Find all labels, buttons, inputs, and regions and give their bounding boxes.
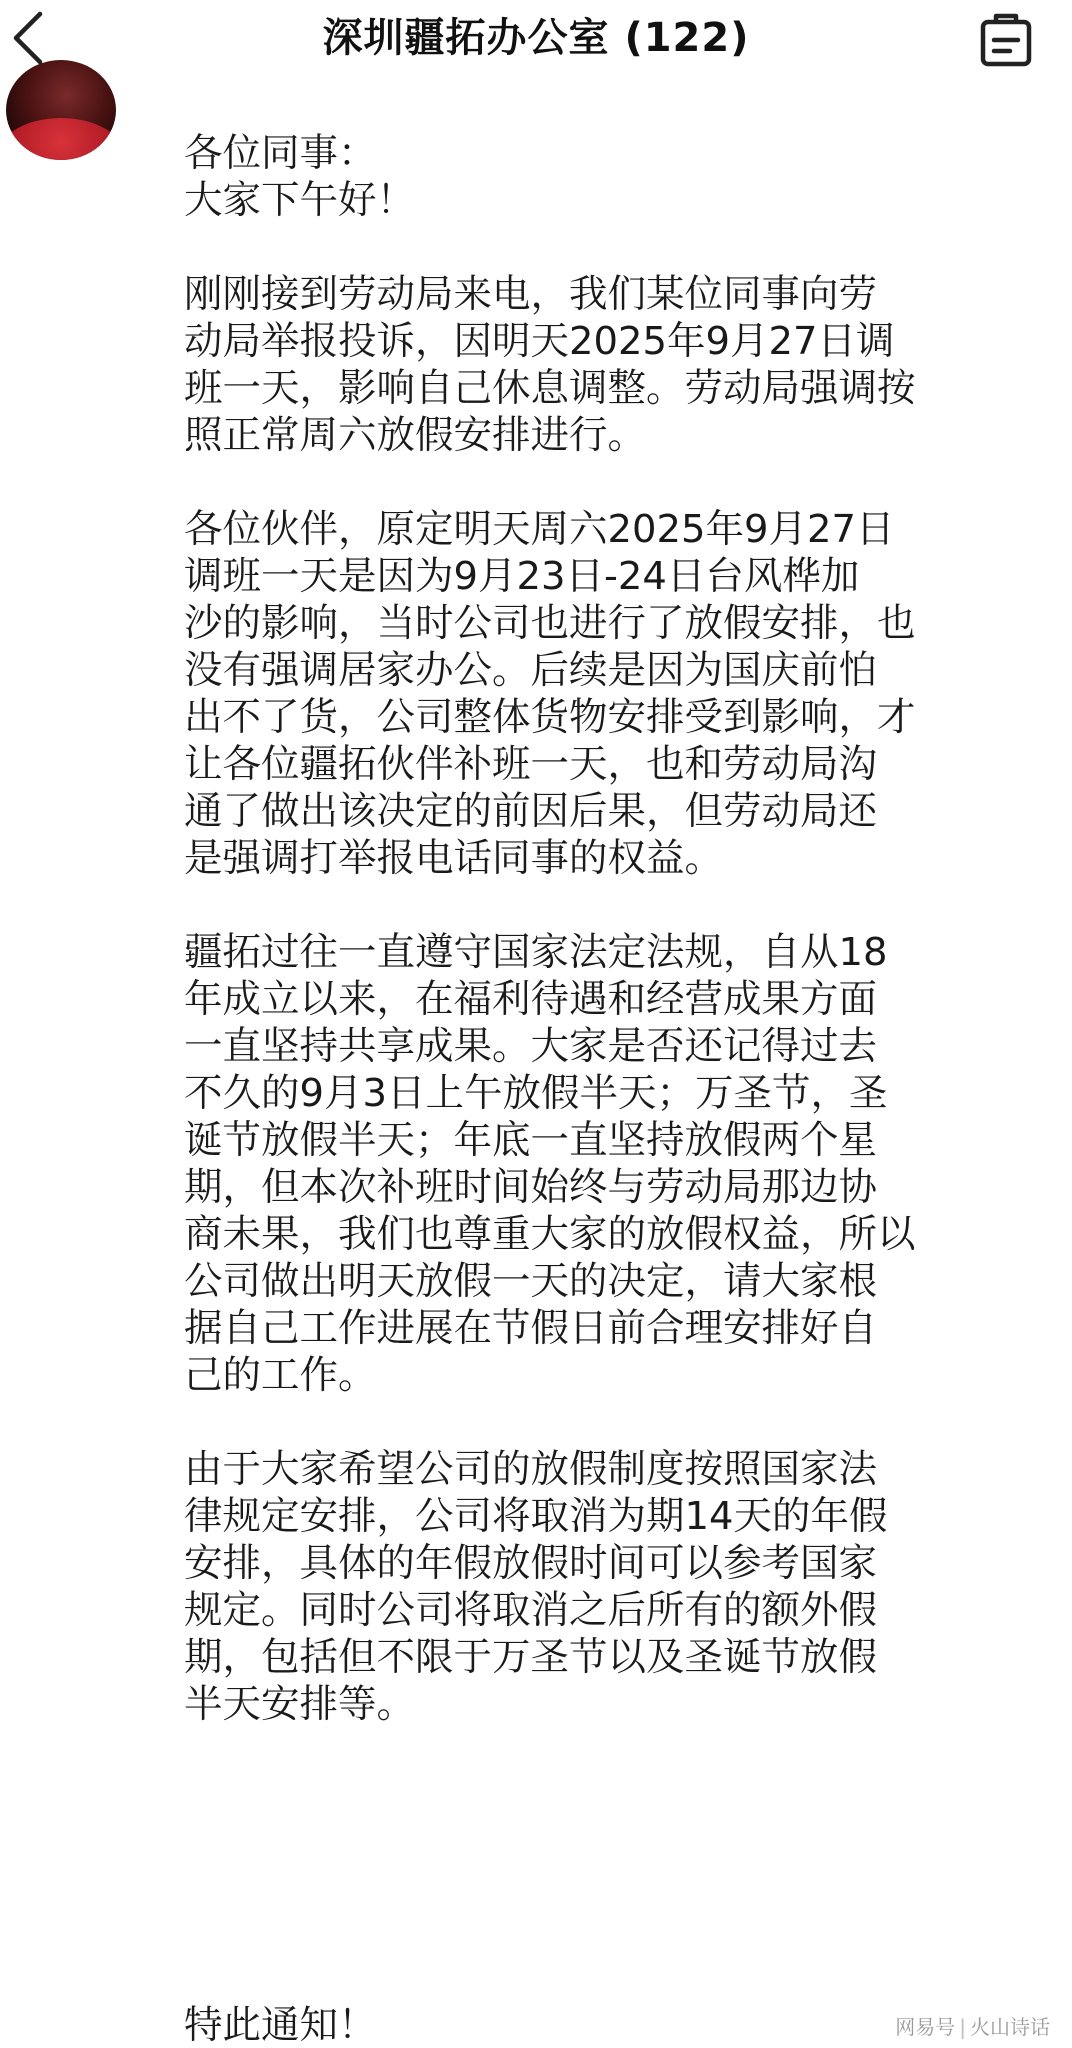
- message-line: 疆拓过往一直遵守国家法定法规，自从18: [184, 930, 888, 975]
- message-line: 各位伙伴，原定明天周六2025年9月27日: [184, 507, 895, 552]
- watermark: [895, 2011, 1050, 2040]
- member-count: (122): [624, 15, 750, 61]
- message-gap: [184, 1399, 1004, 1446]
- watermark-separator: |: [959, 2015, 966, 2039]
- message-line: 据自己工作进展在节假日前合理安排好自: [184, 1306, 878, 1351]
- message-line: 班一天，影响自己休息调整。劳动局强调按: [184, 366, 916, 411]
- message-line: 照正常周六放假安排进行。: [184, 413, 647, 458]
- message-line: 调班一天是因为9月23日-24日台风桦加: [184, 554, 860, 599]
- message-line: 出不了货，公司整体货物安排受到影响，才: [184, 695, 916, 740]
- message-line: 沙的影响，当时公司也进行了放假安排，也: [184, 601, 916, 646]
- message-line: 是强调打举报电话同事的权益。: [184, 836, 724, 881]
- message-line: 不久的9月3日上午放假半天；万圣节，圣: [184, 1071, 888, 1116]
- closing-line: 特此通知！: [184, 2003, 377, 2048]
- message-text: [184, 130, 1004, 1775]
- message-gap: [184, 882, 1004, 929]
- chat-header: [0, 0, 1072, 80]
- message-gap: [184, 459, 1004, 506]
- message-line: 没有强调居家办公。后续是因为国庆前怕: [184, 648, 878, 693]
- chat-menu-button[interactable]: [976, 10, 1036, 68]
- watermark-author: 火山诗话: [970, 2015, 1050, 2039]
- chat-title: [0, 14, 1072, 62]
- watermark-source: 网易号: [895, 2015, 956, 2039]
- message-line: 年成立以来，在福利待遇和经营成果方面: [184, 977, 878, 1022]
- message-line: 动局举报投诉，因明天2025年9月27日调: [184, 319, 895, 364]
- message-line: 通了做出该决定的前因后果，但劳动局还: [184, 789, 878, 834]
- message-line: 期，但本次补班时间始终与劳动局那边协: [184, 1165, 878, 1210]
- message-line: 安排，具体的年假放假时间可以参考国家: [184, 1541, 878, 1586]
- clipboard-menu-icon: [976, 10, 1036, 68]
- message-line: 各位同事：: [184, 131, 377, 176]
- group-name: 深圳疆拓办公室: [322, 15, 610, 61]
- message-line: 公司做出明天放假一天的决定，请大家根: [184, 1259, 878, 1304]
- message-line: 期，包括但不限于万圣节以及圣诞节放假: [184, 1635, 878, 1680]
- message-line: 商未果，我们也尊重大家的放假权益，所以: [184, 1212, 916, 1257]
- message-line: 让各位疆拓伙伴补班一天，也和劳动局沟: [184, 742, 878, 787]
- message-line: 刚刚接到劳动局来电，我们某位同事向劳: [184, 272, 878, 317]
- message-line: 己的工作。: [184, 1353, 377, 1398]
- message-gap: [184, 1728, 1004, 1775]
- message-line: 半天安排等。: [184, 1682, 416, 1727]
- message-line: 律规定安排，公司将取消为期14天的年假: [184, 1494, 888, 1539]
- message-line: 一直坚持共享成果。大家是否还记得过去: [184, 1024, 878, 1069]
- message-line: 规定。同时公司将取消之后所有的额外假: [184, 1588, 878, 1633]
- sender-avatar[interactable]: [6, 60, 116, 160]
- message-gap: [184, 224, 1004, 271]
- message-line: 由于大家希望公司的放假制度按照国家法: [184, 1447, 878, 1492]
- message-line: 大家下午好！: [184, 178, 416, 223]
- message-line: 诞节放假半天；年底一直坚持放假两个星: [184, 1118, 878, 1163]
